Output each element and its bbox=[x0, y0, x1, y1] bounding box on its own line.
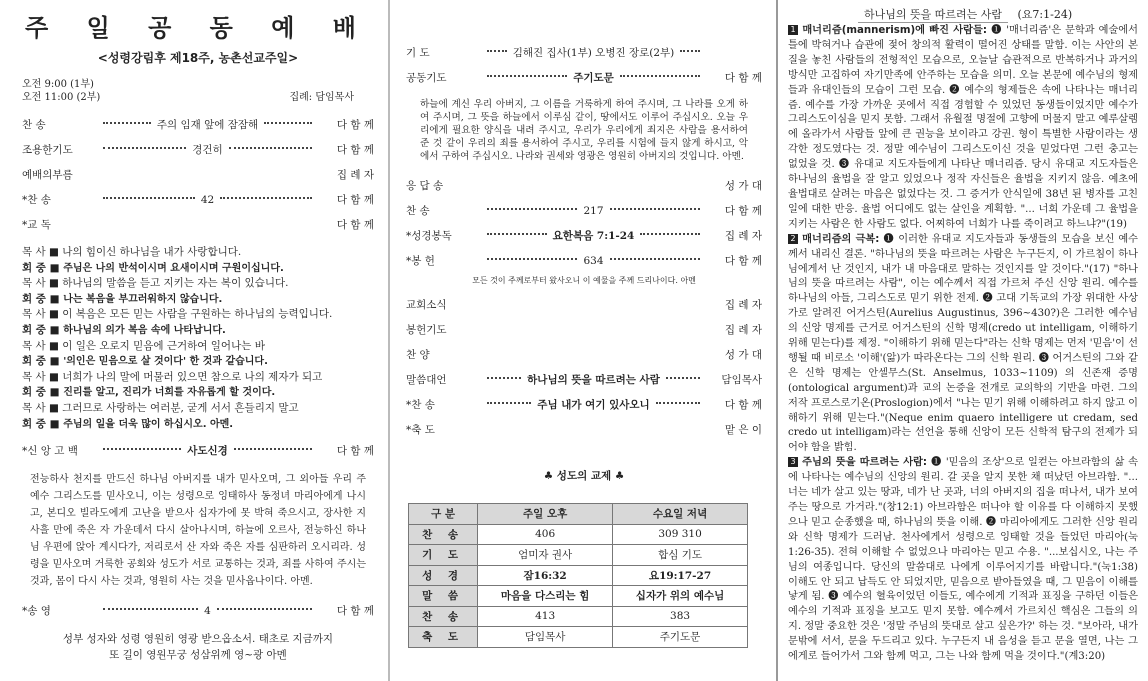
item-content bbox=[481, 372, 706, 387]
section-number-badge: 1 bbox=[788, 25, 798, 35]
leader-dots bbox=[640, 233, 700, 235]
item-label: 교회소식 bbox=[406, 299, 447, 311]
item-detail: 경건히 bbox=[192, 144, 223, 156]
order-row bbox=[22, 212, 374, 237]
fellowship-title: ♣ 성도의 교제 ♣ bbox=[543, 470, 625, 482]
speaker-label: 회 중 ■ bbox=[22, 417, 64, 430]
item-leader: 집 례 자 bbox=[724, 299, 762, 311]
sermon-reference: (요7:1-24) bbox=[1017, 8, 1073, 21]
item-leader: 다 함 께 bbox=[336, 144, 374, 156]
item-content bbox=[481, 354, 706, 356]
table-cell: 주기도문 bbox=[613, 627, 748, 648]
item-label: *신 앙 고 백 bbox=[22, 445, 78, 458]
item-content bbox=[481, 329, 706, 331]
item-label: 공동기도 bbox=[406, 72, 447, 84]
responsive-line bbox=[22, 354, 374, 370]
table-row bbox=[409, 524, 748, 545]
speaker-label: 목 사 ■ bbox=[22, 339, 63, 352]
table-cell: 합심 기도 bbox=[613, 545, 748, 566]
service-time-1: 오전 9:00 (1부) bbox=[22, 79, 94, 90]
item-label: 기 도 bbox=[406, 47, 430, 59]
section-heading: 매너리즘의 극복: bbox=[798, 233, 884, 245]
bulletin-subtitle: <성령강림후 제18주, 농촌선교주일> bbox=[97, 51, 299, 65]
creed-row bbox=[22, 438, 374, 463]
responsive-line bbox=[22, 385, 374, 401]
leader-dots bbox=[217, 608, 312, 610]
leader-dots bbox=[620, 75, 700, 77]
item-label: 응 답 송 bbox=[406, 180, 444, 192]
item-leader: 집 례 자 bbox=[724, 324, 762, 336]
order-row bbox=[406, 392, 762, 417]
speaker-label: 회 중 ■ bbox=[22, 323, 64, 336]
leader-dots bbox=[487, 75, 567, 77]
section-body: ❶ '믿음의 조상'으로 일컫는 아브라함의 삶 속에 나타나는 예수님의 신앙의 원리. 갈 곳을 알지 못한 채 떠났던 아브라함. "...너는 네가 살고 있는 땅과, 네가 난 곳과, 너의 아버지의 집을 떠나서, 내가 보여 주는 땅으로 가거라."(창12:1) 아브라함은 떠나야 할 이유를 다 이해하지 못했으나 믿고 순종했을 때, 하나님의 뜻을 이해. ❷ 마리아에게도 그러한 신앙 원리와 신학 명제가 드러남. 천사에게서 성령으로 잉태할 것을 들었던 마리아(눅1:26-35). 전혀 이해할 수 없었으나 마리아는 믿고 수용. "...보십시오, 나는 주님의 여종입니다. 당신의 말씀대로 나에게 이루어지기를 바랍니다."(눅1:38) 이해도 안 되고 납득도 안 되었지만, 믿음으로 받아들였을 때, 그 믿음이 이해를 낳게 됨. ❸ 예수의 혈육이었던 이들도, 예수에게 기적과 표징을 구하던 이들은 예수의 기적과 표징을 보고도 믿지 못함. 예수께서 가르치신 핵심은 그들의 의지. 정말 중요한 것은 '정말 주님의 뜻대로 살고 싶은가?' 하는 것. "보아라, 내가 문밖에 서서, 문을 두드리고 있다. 누구든지 내 음성을 듣고 문을 열면, 나는 그에게로 들어가서 그와 함께 먹고, 그는 나와 함께 먹을 것이다."(계3:20) bbox=[788, 457, 1138, 663]
speaker-label: 회 중 ■ bbox=[22, 386, 64, 399]
responsive-line bbox=[22, 292, 374, 308]
table-cell: 383 bbox=[613, 606, 748, 627]
responsive-text: 진리를 알고, 진리가 너희를 자유롭게 할 것이다. bbox=[63, 387, 276, 399]
sermon-sections bbox=[788, 24, 1138, 665]
item-content bbox=[97, 117, 318, 132]
item-detail: 사도신경 bbox=[187, 445, 228, 458]
item-leader: 다 함 께 bbox=[336, 445, 374, 458]
item-detail: 634 bbox=[583, 254, 604, 267]
item-label: *찬 송 bbox=[406, 399, 435, 411]
item-leader: 맡 은 이 bbox=[724, 424, 762, 436]
order-row bbox=[406, 417, 762, 442]
table-row bbox=[409, 586, 748, 607]
table-cell: 413 bbox=[478, 606, 613, 627]
order-row bbox=[406, 342, 762, 367]
responsive-line bbox=[22, 401, 374, 417]
section-heading: 매너리즘(mannerism)에 빠진 사람들: bbox=[798, 25, 992, 36]
item-detail: 주님 내가 여기 있사오니 bbox=[537, 399, 650, 411]
item-leader: 다 함 께 bbox=[336, 605, 374, 618]
order-of-worship-part1 bbox=[0, 0, 388, 681]
offering-note: 모든 것이 주께로부터 왔사오니 이 예물을 주께 드리나이다. 아멘 bbox=[472, 276, 696, 285]
responsive-text: 주님의 일을 더욱 많이 하십시오. 아멘. bbox=[63, 418, 234, 430]
item-leader: 집 례 자 bbox=[724, 230, 762, 242]
leader-dots bbox=[487, 208, 577, 210]
speaker-label: 목 사 ■ bbox=[22, 401, 63, 414]
section-number-badge: 3 bbox=[788, 457, 798, 467]
leader-dots bbox=[666, 377, 700, 379]
order-row bbox=[22, 187, 374, 212]
item-label: *찬 송 bbox=[22, 194, 51, 206]
leader-dots bbox=[487, 50, 507, 52]
item-content bbox=[97, 142, 318, 157]
item-detail: 4 bbox=[204, 604, 211, 617]
speaker-label: 회 중 ■ bbox=[22, 261, 64, 274]
item-label: *성경봉독 bbox=[406, 230, 452, 242]
leader-dots bbox=[487, 402, 531, 404]
item-leader: 성 가 대 bbox=[724, 349, 762, 361]
item-leader: 다 함 께 bbox=[724, 255, 762, 267]
responsive-text: 나는 복음을 부끄러워하지 않습니다. bbox=[63, 293, 223, 305]
item-detail: 요한복음 7:1-24 bbox=[552, 230, 635, 242]
order-row bbox=[406, 367, 762, 392]
table-cell: 309 310 bbox=[613, 524, 748, 545]
order-row bbox=[22, 137, 374, 162]
order-list-2c bbox=[406, 292, 762, 442]
responsive-line bbox=[22, 323, 374, 339]
item-detail: 42 bbox=[200, 193, 215, 206]
leader-dots bbox=[229, 147, 312, 149]
sermon-notes bbox=[776, 0, 1148, 681]
order-row bbox=[22, 112, 374, 137]
item-label: 찬 양 bbox=[406, 349, 430, 361]
item-content bbox=[481, 205, 706, 217]
table-cell: 마음을 다스리는 힘 bbox=[478, 586, 613, 607]
table-row bbox=[409, 606, 748, 627]
item-label: 찬 송 bbox=[406, 205, 430, 217]
service-times bbox=[22, 78, 374, 104]
order-row bbox=[406, 248, 762, 273]
order-row bbox=[406, 292, 762, 317]
sermon-title: 하나님의 뜻을 따르려는 사람 bbox=[858, 6, 1008, 23]
item-leader: 성 가 대 bbox=[724, 180, 762, 192]
item-label: 조용한기도 bbox=[22, 144, 73, 156]
table-cell: 담임목사 bbox=[478, 627, 613, 648]
table-cell: 말 씀 bbox=[409, 586, 478, 607]
responsive-text: 하나님의 의가 복음 속에 나타납니다. bbox=[63, 324, 226, 336]
table-header-row bbox=[409, 504, 748, 525]
responsive-text: 나의 힘이신 하나님을 내가 사랑합니다. bbox=[62, 246, 242, 258]
table-row bbox=[409, 627, 748, 648]
item-content bbox=[97, 194, 318, 206]
speaker-label: 목 사 ■ bbox=[22, 308, 63, 321]
responsive-line bbox=[22, 276, 374, 292]
item-label: *송 영 bbox=[22, 605, 51, 618]
responsive-text: 이 복음은 모든 믿는 사람을 구원하는 하나님의 능력입니다. bbox=[62, 308, 333, 321]
order-row bbox=[22, 162, 374, 187]
item-content bbox=[97, 443, 318, 458]
leader-dots bbox=[487, 233, 547, 235]
order-row bbox=[406, 317, 762, 342]
order-list-2b bbox=[406, 173, 762, 273]
section-body: ❶ 이러한 유대교 지도자들과 동생들의 모습을 보신 예수께서 내리신 결론. "하나님의 뜻을 따르려는 사람은 누구든지, 이 가르침이 하나님에게서 난 것인지, 내가 내 마음대로 말하는 것인지를 알 것이다."(17) "하나님의 뜻을 따르려는 사람", 이는 예수께서 직접 가르쳐 주신 신앙 원리. 예수를 하나님의 아들, 그리스도로 믿기 위한 전제. ❷ 고대 기독교의 가장 위대한 사상가로 알려진 어거스틴(Aurelius Augustinus, 396~430?)은 그러한 예수님의 신앙 명제를 근거로 어거스틴의 신학 명제(credo ut intelligam, 이해하기 위해 믿는다)를 제정. "이해하기 위해 믿는다"라는 신학 명제는 먼저 '믿음'이 선행될 때 비로소 '이해'(앎)가 따라온다는 그의 신학 원리. ❸ 어거스틴의 그와 같은 신학 명제는 안셀무스(St. Anselmus, 1033~1109) 의 신존재 증명(ontological argument)과 교의 논증을 전개로 교의학의 기반을 마련. 그의 저작 프로스로기온(Proslogion)에서 "나는 믿기 위해 이해하려고 하지 않고 이해하기 위해 믿는다."(Neque enim quaero intelligere ut credam, sed credo ut intelligam)라는 선언을 통해 신앙이 모든 신학적 탐구의 전제가 되어야 함을 밝힘. bbox=[788, 233, 1139, 454]
item-leader: 담임목사 bbox=[721, 374, 762, 386]
table-header-cell: 구 분 bbox=[409, 504, 478, 525]
item-content bbox=[97, 605, 318, 617]
responsive-text: 너희가 나의 말에 머물러 있으면 참으로 나의 제자가 되고 bbox=[62, 370, 323, 383]
item-leader: 다 함 께 bbox=[724, 72, 762, 84]
speaker-label: 회 중 ■ bbox=[22, 355, 64, 368]
order-list-2a bbox=[406, 40, 762, 90]
table-cell: 찬 송 bbox=[409, 524, 478, 545]
leader-dots bbox=[610, 258, 700, 260]
item-detail: 217 bbox=[583, 204, 604, 217]
item-label: *교 독 bbox=[22, 219, 51, 231]
item-leader: 다 함 께 bbox=[724, 205, 762, 217]
responsive-line bbox=[22, 307, 374, 323]
order-row bbox=[406, 65, 762, 90]
leader-dots bbox=[487, 377, 521, 379]
speaker-label: 목 사 ■ bbox=[22, 370, 63, 383]
leader-dots bbox=[264, 122, 312, 124]
item-label: *축 도 bbox=[406, 424, 435, 436]
item-leader: 다 함 께 bbox=[336, 219, 374, 231]
item-detail: 김해진 집사(1부) 오병진 장로(2부) bbox=[512, 47, 675, 59]
leader-dots bbox=[220, 197, 312, 199]
speaker-label: 회 중 ■ bbox=[22, 292, 64, 305]
leader-dots bbox=[234, 448, 312, 450]
responsive-text: 주님은 나의 반석이시며 요새이시며 구원이십니다. bbox=[63, 262, 284, 274]
leader-dots bbox=[487, 258, 577, 260]
item-content bbox=[481, 255, 706, 267]
order-row bbox=[406, 173, 762, 198]
item-label: 봉헌기도 bbox=[406, 324, 447, 336]
sermon-section bbox=[788, 456, 1138, 665]
doxology-row bbox=[22, 598, 374, 623]
item-leader: 다 함 께 bbox=[336, 194, 374, 206]
sermon-section bbox=[788, 233, 1138, 457]
table-cell: 축 도 bbox=[409, 627, 478, 648]
item-leader: 다 함 께 bbox=[724, 399, 762, 411]
leader-dots bbox=[103, 147, 186, 149]
responsive-text: 그러므로 사랑하는 여러분, 굳게 서서 흔들리지 말고 bbox=[62, 401, 299, 414]
table-cell: 찬 송 bbox=[409, 606, 478, 627]
item-detail: 주의 임재 앞에 잠잠해 bbox=[156, 119, 259, 131]
leader-dots bbox=[103, 608, 198, 610]
responsive-text: 하나님의 말씀을 듣고 지키는 자는 복이 있습니다. bbox=[62, 277, 289, 290]
section-body: ❶ '매너리즘'은 문학과 예술에서 틀에 박혀거나 습관에 젖어 창의적 활력이 떨어진 상태를 말함. 이는 사안의 본질을 놓친 사람들의 전형적인 모습으로, 오늘날 습관적으로 반복하거나 과거의 방식만 고집하여 자기만족에 안주하는 모습을 의미. 오늘 본문에 예수님의 형제들과 유대인들의 모습이 그런 모습. ❷ 예수의 형제들은 속에 나타나는 매너리즘. 예수를 가장 가까운 곳에서 직접 경험할 수 있었던 동생들이었지만 예수가 그리스도이심을 믿지 못함. 그래서 유월절 명절에 고향에 머물지 말고 예루살렘에 올라가서 사람들 앞에 큰 권능을 보이라고 강권. 형이 특별한 사람이라는 생각한 정도였다는 것. 정말 예수님이 그리스도이신 것을 믿었다면 그런 충고는 없었을 것. ❸ 유대교 지도자들에게 나타난 매너리즘. 당시 유대교 지도자들은 하나님의 율법을 잘 알고 있었으나 정작 자신들은 율법을 지키지 않음. 예초에 율법대로 살려는 마음은 없었다는 것. 그 증거가 안식일에 38년 된 병자를 고친 일에 대한 반응. 율법 어디에도 없는 살인을 계획함. "... 너희 가운데 그 율법을 지키는 사람은 한 사람도 없다. 어찌하여 너희가 나를 죽이려고 하느냐?"(19) bbox=[788, 25, 1138, 230]
order-list bbox=[22, 112, 374, 237]
item-label: 찬 송 bbox=[22, 119, 46, 131]
item-content bbox=[97, 174, 318, 176]
item-content bbox=[481, 70, 706, 85]
doxology-line-2: 또 길이 영원무궁 성삼위께 영~광 아멘 bbox=[109, 649, 287, 662]
table-cell: 십자가 위의 예수님 bbox=[613, 586, 748, 607]
order-of-worship-part2 bbox=[388, 0, 776, 681]
item-content bbox=[481, 304, 706, 306]
responsive-text: '의인은 믿음으로 살 것이다' 한 것과 같습니다. bbox=[63, 356, 268, 368]
table-header-cell: 주일 오후 bbox=[478, 504, 613, 525]
item-content bbox=[481, 429, 706, 431]
item-content bbox=[481, 185, 706, 187]
item-label: 예배의부름 bbox=[22, 169, 73, 181]
item-content bbox=[481, 397, 706, 412]
apostles-creed-text: 전능하사 천지를 만드신 하나님 아버지를 내가 믿사오며, 그 외아들 우리 주 예수 그리스도를 믿사오니, 이는 성령으로 잉태하사 동정녀 마리아에게 나시고, 본디오 빌라도에게 고난을 받으사 십자가에 못 박혀 죽으시고, 장사한 지 사흘 만에 죽은 자 가운데서 다시 살아나시며, 하늘에 오르사, 전능하신 하나님 우편에 앉아 계시다가, 저리로서 산 자와 죽은 자를 심판하러 오시리라. 성령을 믿사오며 거룩한 공회와 성도가 서로 교통하는 것과, 죄를 사하여 주시는 것과, 몸이 다시 사는 것과, 영원히 사는 것을 믿사옵나이다. 아멘. bbox=[30, 474, 366, 588]
doxology-line-1: 성부 성자와 성령 영원히 영광 받으옵소서. 태초로 지금까지 bbox=[62, 633, 334, 646]
speaker-label: 목 사 ■ bbox=[22, 246, 63, 258]
responsive-line bbox=[22, 339, 374, 355]
responsive-line bbox=[22, 261, 374, 277]
leader-dots bbox=[610, 208, 700, 210]
responsive-line bbox=[22, 370, 374, 386]
table-cell: 요19:17-27 bbox=[613, 565, 748, 586]
order-row bbox=[406, 40, 762, 65]
table-cell: 잠16:32 bbox=[478, 565, 613, 586]
item-content bbox=[481, 228, 706, 243]
table-row bbox=[409, 565, 748, 586]
item-label: *봉 헌 bbox=[406, 255, 435, 267]
item-leader: 다 함 께 bbox=[336, 119, 374, 131]
order-row bbox=[406, 223, 762, 248]
responsive-reading bbox=[22, 245, 374, 432]
leader-dots bbox=[680, 50, 700, 52]
section-heading: 주님의 뜻을 따르려는 사람: bbox=[798, 457, 932, 469]
order-row bbox=[406, 198, 762, 223]
responsive-text: 이 일은 오로지 믿음에 근거하여 일어나는 바 bbox=[62, 339, 265, 352]
table-row bbox=[409, 545, 748, 566]
item-leader: 집 례 자 bbox=[336, 169, 374, 181]
responsive-line bbox=[22, 417, 374, 433]
item-content bbox=[481, 45, 706, 60]
officiant-label: 집례: 담임목사 bbox=[289, 92, 354, 103]
creed-row-container bbox=[22, 438, 374, 463]
table-header-cell: 수요일 저녁 bbox=[613, 504, 748, 525]
bulletin-title: 주 일 공 동 예 배 bbox=[25, 13, 371, 42]
lords-prayer-text: 하늘에 계신 우리 아버지, 그 이름을 거룩하게 하여 주시며, 그 나라를 오게 하여 주시며, 그 뜻을 하늘에서 이루심 같이, 땅에서도 이루어 주십시오. 오늘 우리에게 필요한 양식을 내려 주시고, 우리가 우리에게 죄지은 사람을 용서하여 준 것 같이 우리의 죄를 용서하여 주시고, 우리를 시험에 들지 않게 하시고, 악에서 구하여 주십시오. 나라와 권세와 영광은 영원히 아버지의 것입니다. 아멘. bbox=[420, 99, 748, 162]
item-label: 말씀대언 bbox=[406, 374, 447, 386]
service-time-2: 오전 11:00 (2부) bbox=[22, 92, 101, 103]
table-cell: 성 경 bbox=[409, 565, 478, 586]
table-cell: 406 bbox=[478, 524, 613, 545]
responsive-line bbox=[22, 245, 374, 261]
fellowship-schedule-table bbox=[408, 503, 748, 648]
doxology-row-container bbox=[22, 598, 374, 623]
sermon-section bbox=[788, 24, 1138, 233]
item-content bbox=[97, 224, 318, 226]
leader-dots bbox=[103, 197, 195, 199]
leader-dots bbox=[103, 122, 151, 124]
doxology-text bbox=[22, 631, 374, 663]
table-cell: 기 도 bbox=[409, 545, 478, 566]
leader-dots bbox=[103, 448, 181, 450]
sermon-header bbox=[858, 6, 1072, 23]
item-detail: 주기도문 bbox=[573, 72, 614, 84]
item-detail: 하나님의 뜻을 따르려는 사람 bbox=[527, 374, 660, 386]
section-number-badge: 2 bbox=[788, 234, 798, 244]
leader-dots bbox=[656, 402, 700, 404]
speaker-label: 목 사 ■ bbox=[22, 277, 63, 290]
table-cell: 엄미자 권사 bbox=[478, 545, 613, 566]
